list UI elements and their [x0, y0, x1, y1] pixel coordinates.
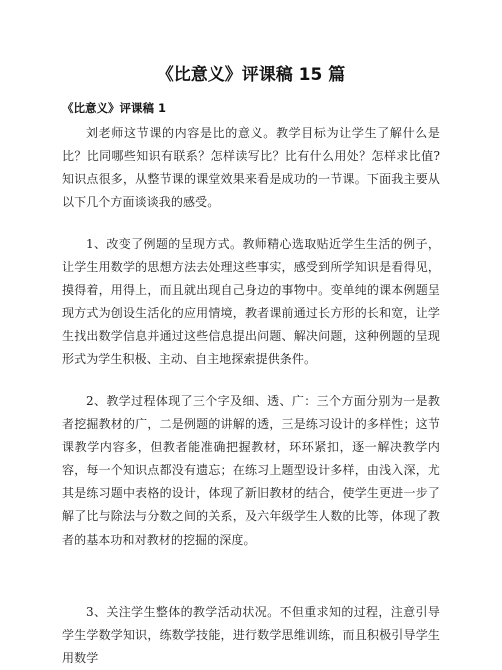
paragraph-intro: 刘老师这节课的内容是比的意义。教学目标为让学生了解什么是比？比同哪些知识有联系？怎样读写比？比有什么用处？怎样求比值?知识点很多，从整节课的课堂效果来看是成功的一节课。下面我主要从以下几个方面谈谈我的感受。	[62, 126, 440, 210]
paragraph-point-3: 3、关注学生整体的教学活动状况。不但重求知的过程，注意引导学生学数学知识，练数学技能，进行数学思维训练，而且积极引导学生用数学	[62, 605, 440, 666]
document-title: 《比意义》评课稿 15 篇	[156, 65, 346, 85]
paragraph-point-1: 1、改变了例题的呈现方式。教师精心选取贴近学生生活的例子，让学生用数学的思想方法去处理这些事实，感受到所学知识是看得见，摸得着，用得上，而且就出现自己身边的事物中。变单纯的课本例题呈现方式为创设生活化的应用情境，教者课前通过长方形的长和宽，让学生找出数学信息并通过这些信息提出问题、解决问题，这种例题的呈现形式为学生积极、主动、自主地探索提供条件。	[62, 237, 440, 367]
section-title: 《比意义》评课稿 1	[62, 101, 167, 115]
paragraph-point-2: 2、教学过程体现了三个字及细、透、广：三个方面分别为一是教者挖掘教材的广，二是例题的讲解的透，三是练习设计的多样性；这节课教学内容多，但教者能准确把握教材，环环紧扣，逐一解决教学内容，每一个知识点都没有遗忘；在练习上题型设计多样，由浅入深，尤其是练习题中表格的设计，体现了新旧教材的结合，使学生更进一步了解了比与除法与分数之间的关系，及六年级学生人数的比等，体现了教者的基本功和对教材的挖掘的深度。	[62, 394, 440, 547]
